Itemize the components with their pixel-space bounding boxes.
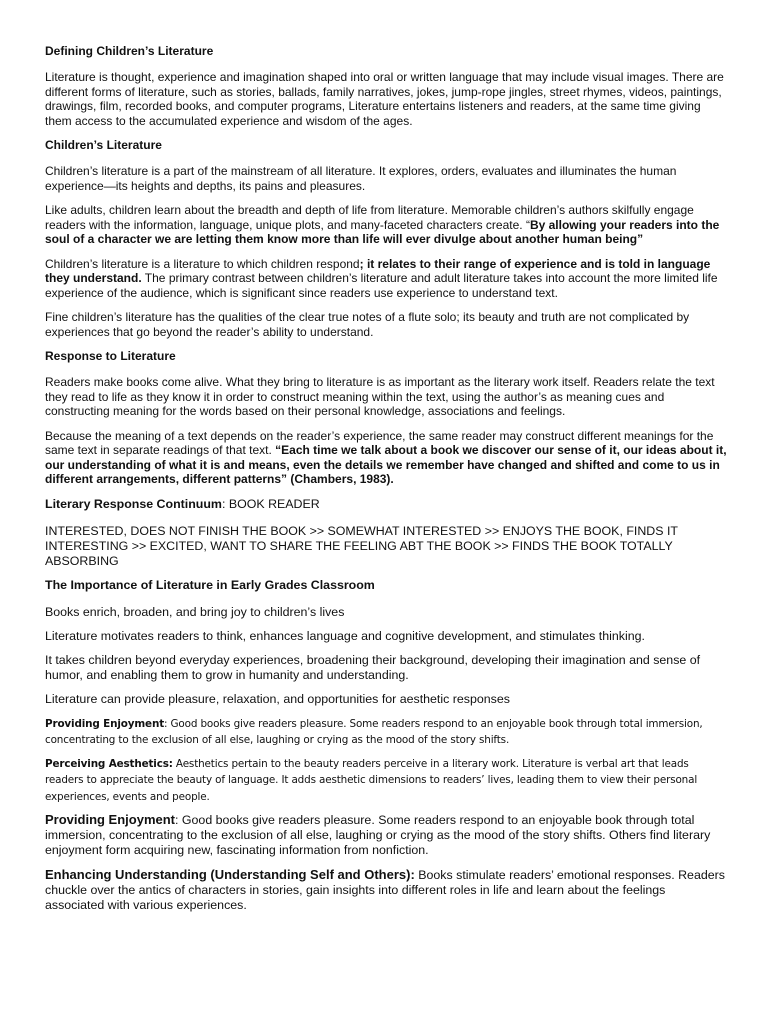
small-perceiving-aesthetics-label: Perceiving Aesthetics: <box>45 757 173 770</box>
small-providing-enjoyment-label: Providing Enjoyment <box>45 717 165 730</box>
providing-enjoyment-text: : Good books give readers pleasure. Some readers respond to an enjoyable book through total immersion, concentrating to the exclusion of all else, laughing or crying as the mood of the story shifts. Others find literary enjoyment form acquiring new, fascinating information from nonfiction. <box>45 813 711 857</box>
small-providing-enjoyment-text: : Good books give readers pleasure. Some readers respond to an enjoyable book through total immersion, concentrating to the exclusion of all else, laughing or crying as the mood of the story shifts. <box>45 717 703 746</box>
paragraph-continuum: INTERESTED, DOES NOT FINISH THE BOOK >> SOMEWHAT INTERESTED >> ENJOYS THE BOOK, FINDS IT INTERESTING >> EXCITED, WANT TO SHARE THE FEELING ABT THE BOOK >> FINDS THE BOOK TOTALLY ABSORBING <box>45 523 678 568</box>
heading-continuum <box>45 497 727 512</box>
paragraph-childrens-4: Fine children’s literature has the qualities of the clear true notes of a flute solo; its beauty and truth are not complicated by experiences that go beyond the reader’s ability to understand. <box>45 310 690 339</box>
enhancing-understanding-text: Books stimulate readers’ emotional responses. Readers chuckle over the antics of characters in stories, gain insights into different roles in life and learn about the feelings associated with various experiences. <box>45 868 725 912</box>
paragraph-response-2 <box>45 429 727 487</box>
paragraph-importance-3: It takes children beyond everyday experiences, broadening their background, developing their imagination and sense of humor, and enabling them to grow in humanity and understanding. <box>45 652 701 682</box>
heading-importance: The Importance of Literature in Early Grades Classroom <box>45 577 375 592</box>
paragraph-importance-2: Literature motivates readers to think, enhances language and cognitive development, and stimulates thinking. <box>45 628 645 643</box>
enhancing-understanding-paragraph <box>45 867 727 913</box>
paragraph-childrens-2-quote: By allowing your readers into the soul of a character we are letting them know more than life will ever divulge about another human being” <box>45 217 720 246</box>
heading-defining: Defining Children’s Literature <box>45 44 214 58</box>
paragraph-defining: Literature is thought, experience and imagination shaped into oral or written language that may include visual images. There are different forms of literature, such as stories, ballads, family narratives, jokes, jump-rope jingles, street rhymes, videos, paintings, drawings, film, recorded books, and computer programs, Literature entertains listeners and readers, at the same time giving them access to the accumulated experience and wisdom of the ages. <box>45 70 724 128</box>
providing-enjoyment-label: Providing Enjoyment <box>45 812 176 827</box>
paragraph-childrens-3-bold: ; it relates to their range of experience and is told in language they understand. <box>45 256 711 285</box>
paragraph-response-2-quote: “Each time we talk about a book we discover our sense of it, our ideas about it, our understanding of what it is and means, even the details we remember have changed and shifted and come to us in different arrangements, different patterns” (Chambers, 1983). <box>45 443 727 486</box>
heading-childrens-literature: Children’s Literature <box>45 138 162 152</box>
small-perceiving-aesthetics <box>45 756 727 806</box>
document-page <box>45 44 727 922</box>
paragraph-childrens-3-text-a: Children’s literature is a literature to which children respond <box>45 256 360 271</box>
paragraph-childrens-3 <box>45 257 727 301</box>
heading-continuum-rest: : BOOK READER <box>221 496 320 511</box>
heading-response: Response to Literature <box>45 349 176 363</box>
paragraph-childrens-1: Children’s literature is a part of the mainstream of all literature. It explores, orders, evaluates and illuminates the human experience—its heights and depths, its pains and pleasures. <box>45 164 677 193</box>
paragraph-importance-4: Literature can provide pleasure, relaxation, and opportunities for aesthetic responses <box>45 691 510 706</box>
small-providing-enjoyment <box>45 716 727 749</box>
paragraph-importance-1: Books enrich, broaden, and bring joy to children’s lives <box>45 604 345 619</box>
small-perceiving-aesthetics-text: Aesthetics pertain to the beauty readers perceive in a literary work. Literature is verbal art that leads readers to appreciate the beauty of language. It adds aesthetic dimensions to readers’ lives, leading them to view their personal experiences, events and people. <box>45 757 698 803</box>
paragraph-childrens-3-text-c: The primary contrast between children’s literature and adult literature takes into account the more limited life experience of the audience, which is significant since readers use experience to understand text. <box>45 271 718 300</box>
paragraph-response-2-text: Because the meaning of a text depends on the reader’s experience, the same reader may construct different meanings for the same text in separate readings of that text. <box>45 428 714 457</box>
enhancing-understanding-label: Enhancing Understanding (Understanding Self and Others): <box>45 867 415 882</box>
providing-enjoyment-paragraph <box>45 812 727 858</box>
heading-continuum-bold: Literary Response Continuum <box>45 496 222 511</box>
paragraph-response-1: Readers make books come alive. What they bring to literature is as important as the literary work itself. Readers relate the text they read to life as they know it in order to construct meaning within the text, using the author’s as meaning cues and constructing meaning for the words based on their personal knowledge, associations and feelings. <box>45 375 715 418</box>
paragraph-childrens-2-text: Like adults, children learn about the breadth and depth of life from literature. Memorable children’s authors skilfully engage readers with the information, language, unique plots, and many-faceted characters create. “ <box>45 203 694 232</box>
paragraph-childrens-2 <box>45 203 727 247</box>
